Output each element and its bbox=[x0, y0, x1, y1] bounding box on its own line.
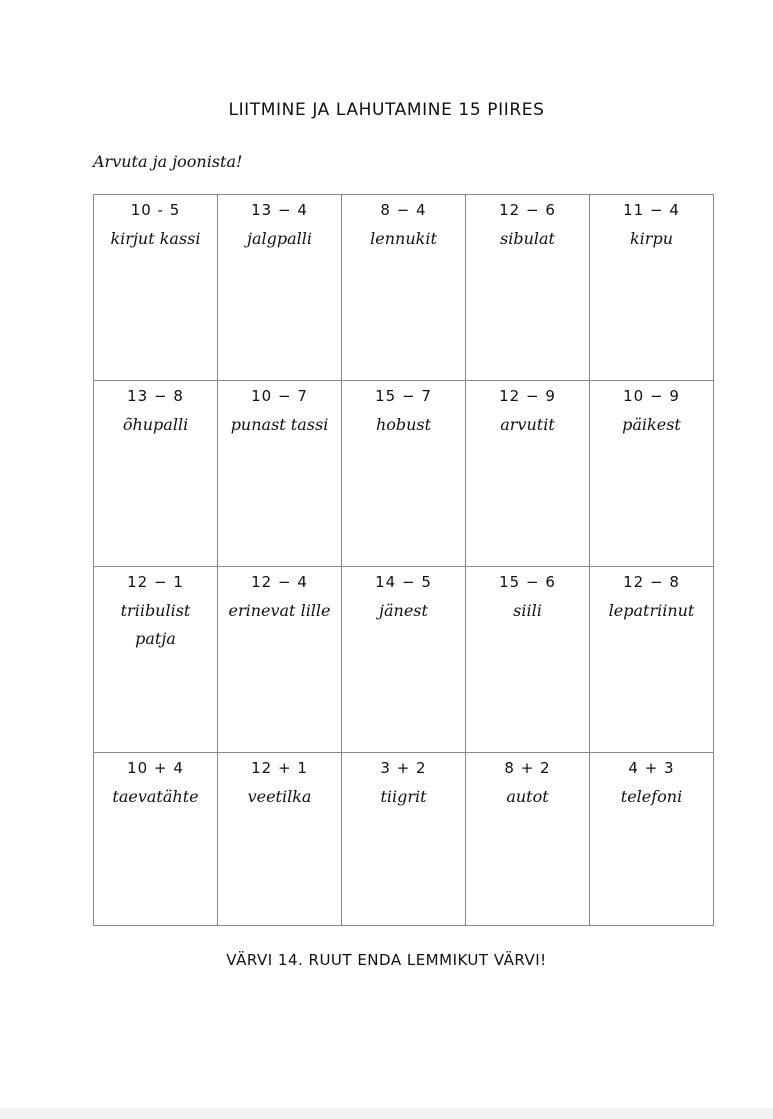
cell-word: siili bbox=[513, 601, 542, 620]
grid-cell bbox=[94, 567, 218, 753]
grid-cell bbox=[94, 195, 218, 381]
cell-word: arvutit bbox=[500, 415, 555, 434]
grid-cell bbox=[218, 753, 342, 926]
grid-cell bbox=[342, 567, 466, 753]
cell-expression: 10 - 5 bbox=[130, 201, 181, 219]
cell-expression: 12 − 4 bbox=[251, 573, 308, 591]
exercise-grid bbox=[93, 194, 714, 926]
cell-word: õhupalli bbox=[122, 415, 189, 434]
grid-row bbox=[94, 381, 714, 567]
cell-expression: 12 − 1 bbox=[127, 573, 184, 591]
grid-cell bbox=[94, 753, 218, 926]
cell-word: lepatriinut bbox=[608, 601, 695, 620]
cell-expression: 10 − 7 bbox=[251, 387, 308, 405]
cell-word: hobust bbox=[375, 415, 432, 434]
cell-word: jalgpalli bbox=[247, 229, 312, 248]
grid-cell bbox=[342, 381, 466, 567]
cell-word: jänest bbox=[379, 601, 428, 620]
cell-expression: 8 − 4 bbox=[380, 201, 427, 219]
instruction-text: Arvuta ja joonista! bbox=[93, 152, 243, 171]
cell-expression: 12 − 6 bbox=[499, 201, 556, 219]
cell-word: kirjut kassi bbox=[110, 229, 201, 248]
cell-word: triibulist patja bbox=[120, 601, 191, 648]
cell-expression: 3 + 2 bbox=[380, 759, 427, 777]
cell-word: lennukit bbox=[370, 229, 437, 248]
cell-expression: 10 − 9 bbox=[623, 387, 680, 405]
grid-cell bbox=[94, 381, 218, 567]
cell-expression: 12 − 9 bbox=[499, 387, 556, 405]
worksheet-title: LIITMINE JA LAHUTAMINE 15 PIIRES bbox=[228, 100, 545, 120]
grid-cell bbox=[466, 567, 590, 753]
cell-word: taevatähte bbox=[112, 787, 199, 806]
cell-word: tiigrit bbox=[380, 787, 427, 806]
cell-expression: 14 − 5 bbox=[375, 573, 432, 591]
cell-word: autot bbox=[506, 787, 549, 806]
cell-word: punast tassi bbox=[230, 415, 329, 434]
grid-cell bbox=[466, 195, 590, 381]
grid-cell bbox=[342, 753, 466, 926]
grid-cell bbox=[590, 753, 714, 926]
cell-expression: 13 − 8 bbox=[127, 387, 184, 405]
grid-cell bbox=[466, 381, 590, 567]
cell-word: telefoni bbox=[620, 787, 683, 806]
grid-cell bbox=[590, 567, 714, 753]
grid-cell bbox=[466, 753, 590, 926]
cell-word: sibulat bbox=[500, 229, 555, 248]
cell-expression: 15 − 6 bbox=[499, 573, 556, 591]
grid-row bbox=[94, 567, 714, 753]
grid-cell bbox=[218, 195, 342, 381]
cell-expression: 13 − 4 bbox=[251, 201, 308, 219]
grid-cell bbox=[218, 567, 342, 753]
cell-word: veetilka bbox=[247, 787, 312, 806]
cell-expression: 11 − 4 bbox=[623, 201, 680, 219]
grid-cell bbox=[342, 195, 466, 381]
grid-cell bbox=[590, 381, 714, 567]
footer-instruction: VÄRVI 14. RUUT ENDA LEMMIKUT VÄRVI! bbox=[226, 951, 547, 969]
cell-expression: 12 − 8 bbox=[623, 573, 680, 591]
cell-word: päikest bbox=[622, 415, 681, 434]
cell-expression: 8 + 2 bbox=[504, 759, 551, 777]
cell-expression: 10 + 4 bbox=[127, 759, 184, 777]
grid-row bbox=[94, 753, 714, 926]
cell-expression: 15 − 7 bbox=[375, 387, 432, 405]
grid-cell bbox=[590, 195, 714, 381]
cell-expression: 12 + 1 bbox=[251, 759, 308, 777]
grid-cell bbox=[218, 381, 342, 567]
grid-row bbox=[94, 195, 714, 381]
cell-expression: 4 + 3 bbox=[628, 759, 675, 777]
cell-word: erinevat lille bbox=[228, 601, 331, 620]
cell-word: kirpu bbox=[629, 229, 673, 248]
